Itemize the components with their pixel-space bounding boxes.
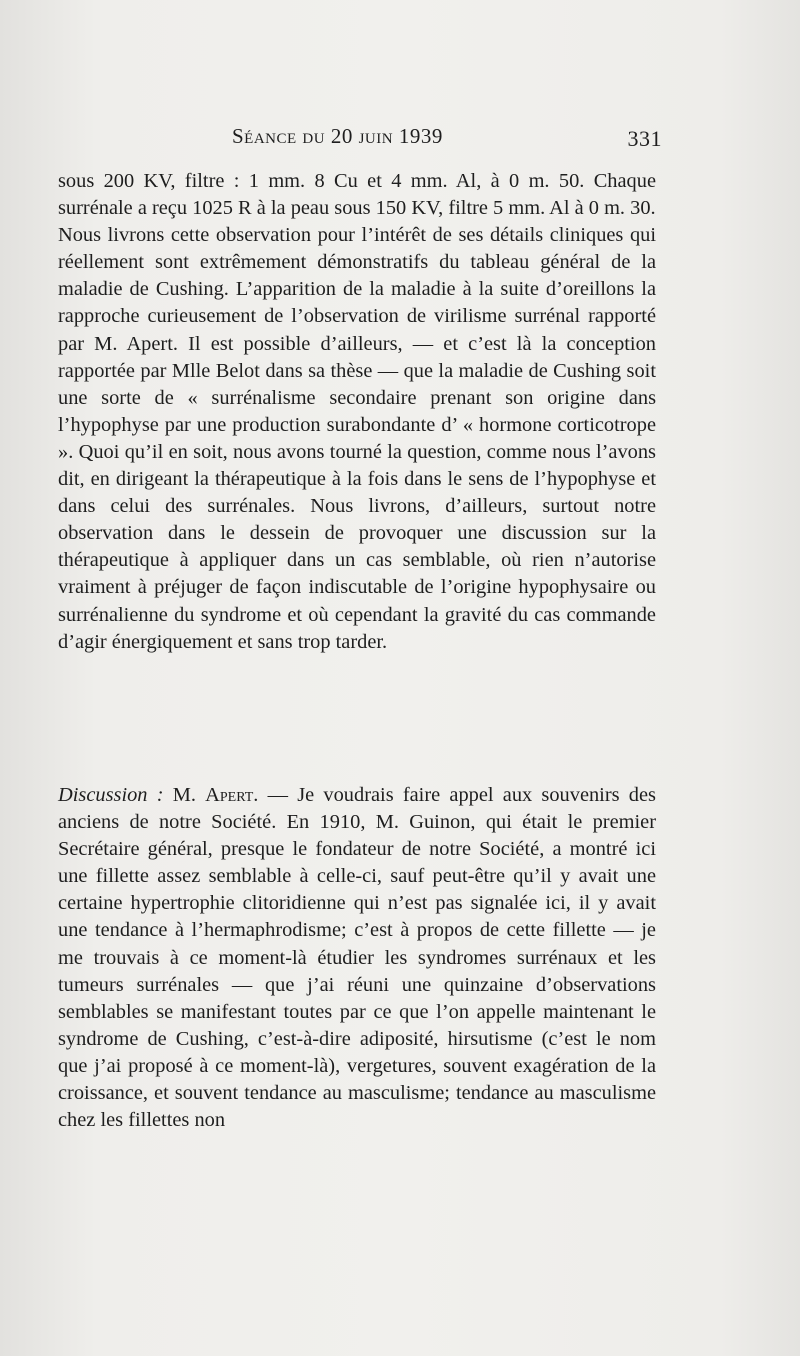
- discussion-label: Discussion :: [58, 784, 164, 806]
- paragraph-observation: Nous livrons cette observation pour l’intérêt de ses détails cliniques qui réellement sont extrêmement démonstratifs du tableau général de la maladie de Cushing. L’apparition de la maladie à la suite d’oreillons la rapproche curieusement de l’observation de virilisme surrénal rapporté par M. Apert. Il est possible d’ailleurs, — et c’est là la conception rapportée par Mlle Belot dans sa thèse — que la maladie de Cushing soit une sorte de « surrénalisme secondaire prenant son origine dans l’hypophyse par une production surabondante d’ « hormone corticotrope ». Quoi qu’il en soit, nous avons tourné la question, comme nous l’avons dit, en dirigeant la thérapeutique à la fois dans le sens de l’hypophyse et dans celui des surrénales. Nous livrons, d’ailleurs, surtout notre observation dans le dessein de provoquer une discussion sur la thérapeutique à appliquer dans un cas semblable, où rien n’autorise vraiment à préjuger de façon indiscutable de l’origine hypophysaire ou surrénalienne du syndrome et où cependant la gravité du cas commande d’agir énergiquement et sans trop tarder.: [58, 224, 656, 653]
- header-title: [232, 124, 443, 149]
- body-text-upper: [58, 168, 656, 656]
- discussion-text: — Je voudrais faire appel aux souvenirs des anciens de notre Société. En 1910, M. Guinon, qui était le premier Secrétaire général, presque le fondateur de notre Société, a montré ici une fillette assez semblable à celle-ci, sauf peut-être qu’il y avait une certaine hypertrophie clitoridienne qui n’est pas signalée ici, il y avait une tendance à l’hermaphrodisme; c’est à propos de cette fillette — je me trouvais à ce moment-là étudier les syndromes surrénaux et les tumeurs surrénales — que j’ai réuni une quinzaine d’observations semblables se manifestant toutes par ce que l’on appelle maintenant le syndrome de Cushing, c’est-à-dire adiposité, hirsutisme (c’est le nom que j’ai proposé à ce moment-là), vergetures, souvent exagération de la croissance, et souvent tendance au masculisme; tendance au masculisme chez les fillettes non: [58, 784, 656, 1132]
- header-title-seance: Séance du: [232, 124, 326, 148]
- running-header: [232, 124, 662, 154]
- paragraph-continuation: sous 200 KV, filtre : 1 mm. 8 Cu et 4 mm. Al, à 0 m. 50. Chaque surrénale a reçu 1025 R à la peau sous 150 KV, filtre 5 mm. Al à 0 m. 30.: [58, 170, 656, 220]
- speaker-prefix: M.: [172, 784, 196, 806]
- header-title-month: juin: [358, 124, 394, 148]
- header-title-date: 20: [330, 124, 353, 148]
- speaker-name: Apert.: [205, 784, 259, 806]
- header-title-year: 1939: [398, 124, 443, 148]
- discussion-section: [58, 782, 656, 1134]
- page-number: 331: [627, 126, 662, 151]
- discussion-paragraph: [58, 782, 656, 1134]
